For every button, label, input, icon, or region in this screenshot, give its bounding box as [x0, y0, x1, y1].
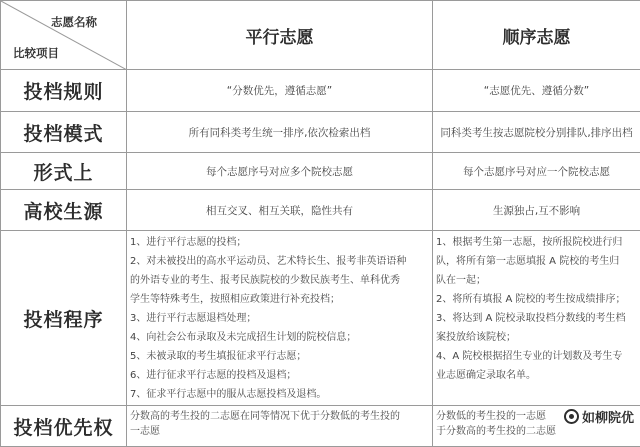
cell-parallel-list — [127, 231, 433, 406]
list-item: 4、向社会公布录取及未完成招生计划的院校信息； — [130, 328, 429, 347]
table-row — [1, 190, 640, 231]
list-item: 业志愿确定录取名单。 — [436, 366, 637, 385]
list-item: 于分数高的考生投的二志愿 — [436, 424, 637, 439]
watermark-text: 如柳院优 — [582, 407, 634, 426]
list-item: 7、征求平行志愿中的服从志愿投档及退档。 — [130, 385, 429, 404]
list-item: 3、进行平行志愿退档处理； — [130, 309, 429, 328]
row-label: 投档模式 — [1, 112, 127, 153]
list-item: 6、进行征求平行志愿的投档及退档； — [130, 366, 429, 385]
table-row — [1, 112, 640, 153]
weibo-icon — [564, 409, 579, 424]
col-header-parallel: 平行志愿 — [127, 1, 433, 70]
cell-sequential: 每个志愿序号对应一个院校志愿 — [433, 153, 640, 190]
row-label: 投档程序 — [1, 231, 127, 406]
list-item: 3、将达到 A 院校录取投档分数线的考生档 — [436, 309, 637, 328]
list-item: 5、未被录取的考生填报征求平行志愿； — [130, 347, 429, 366]
list-item: 1、进行平行志愿的投档； — [130, 233, 429, 252]
list-item: 队，将所有第一志愿填报 A 院校的考生归 — [436, 252, 637, 271]
corner-top-label: 志愿名称 — [51, 14, 97, 30]
corner-bottom-label: 比较项目 — [13, 45, 59, 61]
table-row — [1, 231, 640, 406]
cell-parallel: “分数优先，遵循志愿” — [127, 70, 433, 112]
list-item: 4、A 院校根据招生专业的计划数及考生专 — [436, 347, 637, 366]
row-label: 形式上 — [1, 153, 127, 190]
list-item: 分数高的考生投的二志愿在同等情况下优于分数低的考生投的 — [130, 409, 429, 424]
list-item: 2、对未被投出的高水平运动员、艺术特长生、报考非英语语种 — [130, 252, 429, 271]
cell-sequential: 同科类考生按志愿院校分别排队,排序出档 — [433, 112, 640, 153]
table-row — [1, 406, 640, 447]
list-item: 一志愿 — [130, 424, 429, 439]
row-label: 高校生源 — [1, 190, 127, 231]
row-label: 投档规则 — [1, 70, 127, 112]
list-item: 案投放给该院校； — [436, 328, 637, 347]
watermark — [564, 407, 634, 426]
cell-parallel: 相互交叉、相互关联，隐性共有 — [127, 190, 433, 231]
list-item: 队在一起； — [436, 271, 637, 290]
cell-sequential: 生源独占,互不影响 — [433, 190, 640, 231]
cell-parallel — [127, 406, 433, 447]
cell-parallel: 所有同科类考生统一排序,依次检索出档 — [127, 112, 433, 153]
col-header-sequential: 顺序志愿 — [433, 1, 640, 70]
table-row — [1, 153, 640, 190]
list-item: 2、将所有填报 A 院校的考生按成绩排序； — [436, 290, 637, 309]
table-row — [1, 70, 640, 112]
cell-sequential: “志愿优先、遵循分数” — [433, 70, 640, 112]
cell-parallel: 每个志愿序号对应多个院校志愿 — [127, 153, 433, 190]
list-item: 的外语专业的考生、报考民族院校的少数民族考生、单科优秀 — [130, 271, 429, 290]
row-label: 投档优先权 — [1, 406, 127, 447]
corner-cell — [1, 1, 127, 70]
list-item: 学生等特殊考生，按照相应政策进行补充投档； — [130, 290, 429, 309]
list-item: 分数低的考生投的一志愿 — [436, 409, 637, 424]
header-row — [1, 1, 640, 70]
list-item: 1、根据考生第一志愿，按所报院校进行归 — [436, 233, 637, 252]
cell-sequential-list — [433, 231, 640, 406]
